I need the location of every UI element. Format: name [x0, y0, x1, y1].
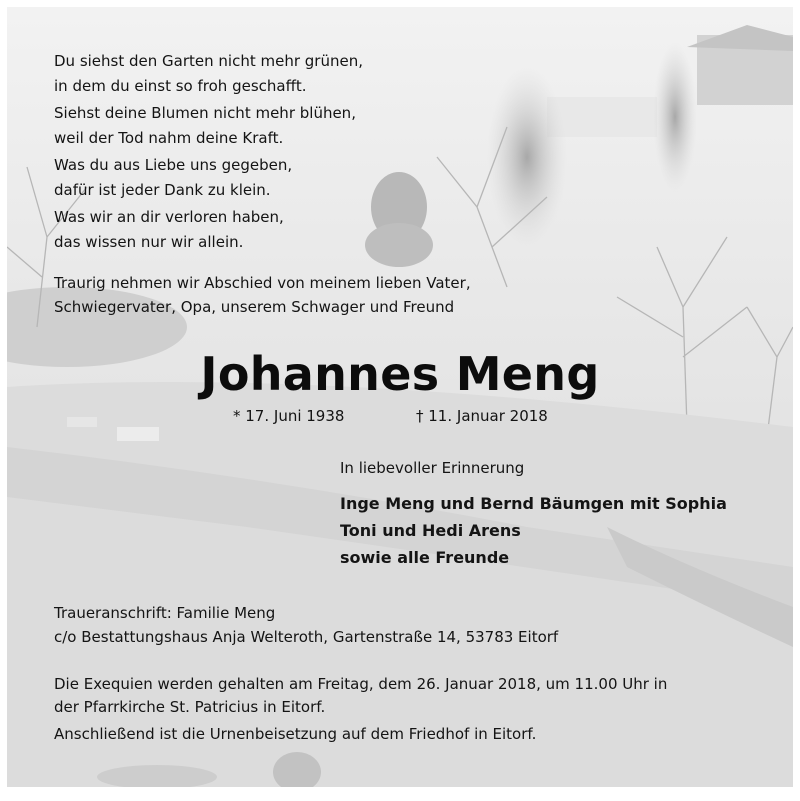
- poem-line: Was du aus Liebe uns gegeben,: [54, 156, 293, 174]
- death-date: † 11. Januar 2018: [416, 407, 548, 425]
- service-line: der Pfarrkirche St. Patricius in Eitorf.: [54, 698, 326, 716]
- birth-date: * 17. Juni 1938: [233, 407, 345, 425]
- intro-line: Traurig nehmen wir Abschied von meinem lieben Vater,: [54, 274, 471, 292]
- deceased-name: Johannes Meng: [200, 347, 600, 401]
- poem-line: Was wir an dir verloren haben,: [54, 208, 284, 226]
- mourners-list: [340, 490, 727, 571]
- poem-line: das wissen nur wir allein.: [54, 232, 244, 251]
- service-line: Die Exequien werden gehalten am Freitag, dem 26. Januar 2018, um 11.00 Uhr in: [54, 675, 668, 693]
- address-line: Traueranschrift: Familie Meng: [54, 604, 276, 622]
- mourner-line: Inge Meng und Bernd Bäumgen mit Sophia: [340, 494, 727, 513]
- poem-line: dafür ist jeder Dank zu klein.: [54, 180, 271, 199]
- farewell-intro: [54, 271, 471, 319]
- poem-line: weil der Tod nahm deine Kraft.: [54, 128, 284, 147]
- intro-line: Schwiegervater, Opa, unserem Schwager und Freund: [54, 298, 455, 316]
- address-line: c/o Bestattungshaus Anja Welteroth, Gartenstraße 14, 53783 Eitorf: [54, 628, 559, 646]
- poem-line: in dem du einst so froh geschafft.: [54, 76, 307, 95]
- funeral-service-info: [54, 673, 667, 719]
- poem-line: Siehst deine Blumen nicht mehr blühen,: [54, 104, 356, 122]
- poem: [54, 49, 363, 254]
- mourner-line: Toni und Hedi Arens: [340, 521, 521, 540]
- mourner-line: sowie alle Freunde: [340, 548, 510, 567]
- poem-line: Du siehst den Garten nicht mehr grünen,: [54, 52, 363, 70]
- remembrance-intro: In liebevoller Erinnerung: [340, 459, 525, 477]
- burial-info: Anschließend ist die Urnenbeisetzung auf dem Friedhof in Eitorf.: [54, 725, 537, 743]
- obituary-notice: [7, 7, 793, 787]
- mourning-address: [54, 601, 558, 649]
